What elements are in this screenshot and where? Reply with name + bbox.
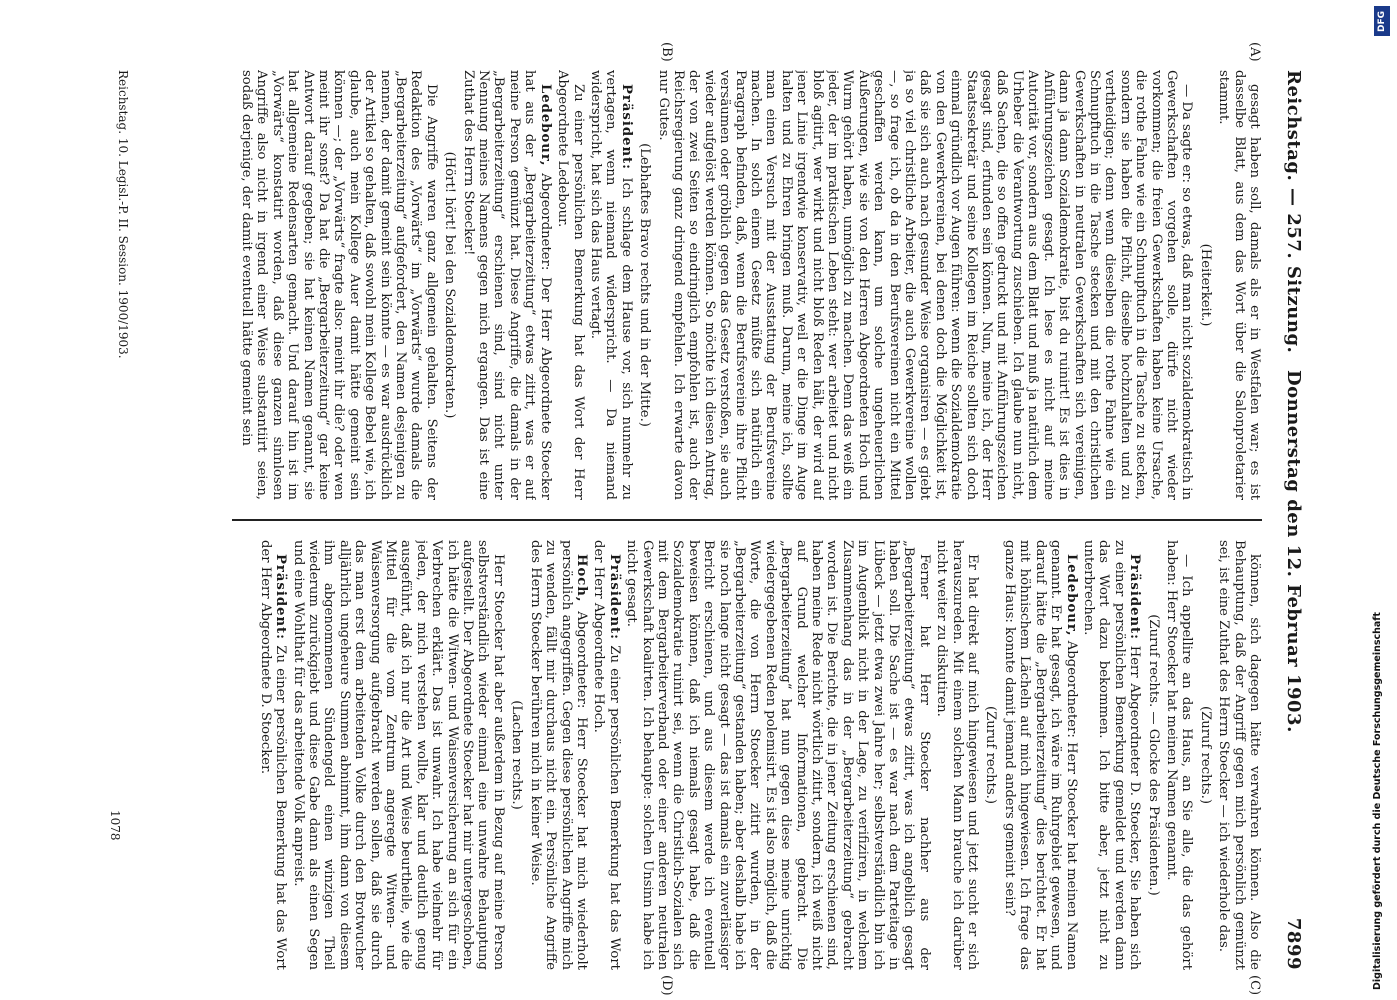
paragraph-text: (Zuruf rechts. — Glocke des Präsidenten.) (1145, 614, 1161, 896)
stage-direction (1197, 70, 1212, 500)
header-date: Donnerstag den 12. Februar 1903. (1283, 370, 1304, 733)
page-header (1270, 70, 1310, 970)
paragraph (1216, 70, 1262, 500)
paragraph-text: Zu einer persönlichen Bemerkung hat das Wort der Herr Abgeordnete Ledebour. (555, 70, 586, 500)
paragraph-text: — Ich appellire an das Haus, an Sie alle, die das gehört haben: Herr Stoecker hat meinen Namen genannt. (1163, 540, 1195, 970)
paragraph-text: Herr Stoecker hat aber außerdem in Bezug auf meine Person selbstverständlich wieder einmal eine unwahre Behauptung aufgestellt. Der Abgeordnete Stoecker hat mir untergeschoben, ich hätte die Witwen- und Waisenversicherung an sich für ein Verbrechen erklärt. Das ist unwahr. Ich habe vielmehr für jeden, der mich verstehen wollte, klar und deutlich genug ausgeführt, daß ich nur die Art und Weise beurtheile, wie die Mittel für die vom Zentrum angeregte Witwen- und Waisenversorgung aufgebracht werden sollen, daß sie durch das man erst dem arbeitenden Volke durch den Brotwucher alljährlich ungeheure Summen abnimmt, ihm dann von diesem ihm abgenommenen Sündengeld einen winzigen Theil wiederum zurückgiebt und diese Gabe dann als einen Segen und eine Wohlthat für das arbeitende Volk anpreist. (290, 540, 506, 970)
paragraph-text: können, sich dagegen hätte verwahren können. Also die Behauptung, daß der Angriff gegen mich persönlich gemünzt sei, ist eine Zuthat des Herrn Stoecker — ich wiederhole das. (1216, 540, 1262, 970)
margin-mark-d: (D) (659, 975, 674, 996)
paragraph-text: Die Angriffe waren ganz allgemein gehalten. Seitens der Redaktion des „Vorwärts“ im „Vorwärts“ wurde damals die „Bergarbeiterzeitung“ aufgefordert, den Namen desjenigen zu nennen, der damit gemeint sein könnte — es war ausdrücklich der Artikel so gehalten, daß sowohl mein Kollege Bebel wie, ich glaube, auch mein Kollege Auer damit hätte gemeint sein können —; der „Vorwärts“ fragte also: meint ihr die? oder wen meint ihr sonst? Da hat die „Bergarbeiterzeitung“ gar keine Antwort darauf gegeben; sie hat keinen Namen genannt, sie hat allgemeine Redensarten gemacht. Und darauf hin ist im „Vorwärts“ konstatirt worden, daß diese ganzen sinnlosen Angriffe also nicht in irgend einer Weise substantiirt seien, sodaß derjenige, der damit eventuell hätte gemeint sein (239, 70, 439, 500)
paragraph-text: Zu einer persönlichen Bemerkung hat das Wort der Herr Abgeordnete D. Stoecker. (257, 540, 289, 970)
paragraph (555, 70, 586, 500)
footer-session: Reichstag. 10. Legisl.-P. II. Session. 1900/1903. (116, 70, 130, 359)
paragraph-text: Abgeordneter: Herr Stoecker hat meinen Namen genannt. Er hat gesagt, ich wäre im Ruhrgebiet gewesen, und darauf hätte die „Bergarbeiterzeitung“ dies berichtet. Er hat mit höhnischem Lächeln auf mich hingewiesen. Ich frage das ganze Haus: konnte damit jemand anders gemeint sein? (1001, 540, 1079, 970)
paragraph (624, 540, 932, 970)
paragraph (239, 70, 439, 500)
page-number: 7899 (1283, 917, 1304, 970)
paragraph-text: Abgeordneter: Herr Stoecker hat mich wiederholt persönlich angegriffen. Gegen diese persönlichen Angriffe mich zu wenden, fällt mir durchaus nicht ein. Persönliche Angriffe des Herrn Stoecker berühren mich in keiner Weise. (527, 540, 589, 970)
paragraph (257, 540, 288, 970)
paragraph (527, 540, 589, 970)
speaker-name: Hoch, (573, 554, 589, 603)
stage-direction (509, 540, 524, 970)
footer-number: 1078 (108, 810, 122, 841)
paragraph (588, 70, 634, 500)
paragraph-text: (Zuruf rechts.) (983, 705, 999, 805)
paragraph-text: — Da sagte er: so etwas, daß man nicht sozialdemokratisch in Gewerkschaften vorgehen solle, dürfe nicht wieder vorkommen; die freien Gewerkschaften haben keine Ursache, die rothe Fahne wie ein Schnupftuch in die Tasche zu stecken, sondern sie haben die Pflicht, dieselbe hochzuhalten und zu vertheidigen; denn wenn dieselben die rothe Fahne wie ein Schnupftuch in die Tasche stecken und mit den christlichen Gewerkschaften in neutralen Gewerkschaften sich vereinigen, dann ja dann Sozialdemokratie, bist du ruinirt! Es ist dies in Anführungszeichen gesagt. Ich lese es nicht auf meine Autorität vor, sondern aus dem Blatt und muß ja natürlich dem Urheber die Verantwortung zuschieben. Ich glaube nun nicht, daß Sachen, die so offen gedruckt und mit Anführungszeichen gesagt sind, erfunden sein können. Nun, meine ich, der Herr Staatssekretär und seine Kollegen im Reiche sollten sich doch einmal gründlich vor Augen führen: wenn die Sozialdemokratie von den Gewerkvereinen, bei denen doch die Möglichkeit ist, daß sie sich auch nach gesunder Weise organisiren — es giebt ja so viel christliche Arbeiter, die auch Gewerkvereine wollen —, so frage ich, ob da in den Berufsvereinen nicht ein Mittel geschaffen werden kann, um solche ungeheuerlichen Äußerungen, wie sie von den Herren Abgeordneten Hoch und Wurm gehört haben, unmöglich zu machen. Denn das weiß ein jeder, der im praktischen Leben steht: wer arbeitet und nicht bloß agitirt, wer wirkt und nicht bloß Reden hält, der wird auf jener Linie irgendwie konservativ, weil er die Dinge im Auge halten und zu Ehren bringen muß. Darum, meine ich, sollte man einen Versuch mit der Ausstattung der Berufsvereine machen. In solch einem Gesetz müßte sich natürlich ein Paragraph befinden, daß, wenn die Berufsvereine ihre Pflicht versäumen oder gröblich gegen das Gesetz verstoßen, sie auch wieder aufgelöst werden können. So möchte ich diesen Antrag, der von zwei Seiten so eindringlich empfohlen ist, auch der Reichsregierung ganz dringend empfehlen. Ich erwarte davon nur Gutes. (655, 70, 1195, 500)
paragraph-text: (Hört! hört! bei den Sozialdemokraten.) (442, 151, 458, 419)
margin-mark-b: (B) (659, 42, 674, 62)
speaker-name: Präsident: (1127, 554, 1143, 641)
paragraph-text: Abgeordneter: Der Herr Abgeordnete Stoecker hat aus der „Bergarbeiterzeitung“ etwas zitirt, was er auf meine Person gemünzt hat. Diese Angriffe, die damals in der „Bergarbeiterzeitung“ erschienen sind, sind nicht unter Nennung meines Namens gegen mich ergangen. Das ist eine Zuthat des Herrn Stoecker! (460, 70, 553, 500)
margin-mark-a: (A) (1247, 42, 1262, 62)
paragraph-text: Ferner hat Herr Stoecker nachher aus der „Bergarbeiterzeitung“ etwas zitirt, was ich angeblich gesagt haben soll. Die Sache ist — es war nach dem Parteitage in Lübeck — jetzt etwa zwei Jahre her; selbstverständlich bin ich im Augenblick nicht in der Lage, zu verifiziren, in welchem Zusammenhang das in der „Bergarbeiterzeitung“ gebracht worden ist. Die Berichte, die in jener Zeitung erschienen sind, haben meine Rede nicht wörtlich zitirt, sondern, ich weiß nicht auf Grund welcher Informationen, gebracht. Die „Bergarbeiterzeitung“ hat nun gegen diese meine unrichtig wiedergegebenen Reden polemisirt. Es ist also möglich, daß die Worte, die von Herrn Stoecker zitirt wurden, in der „Bergarbeiterzeitung“ gestanden haben; aber deshalb habe ich sie noch lange nicht gesagt — das ist damals ein zuverlässiger Bericht erschienen, und aus diesem werde ich eventuell beweisen können, daß ich niemals gesagt habe, daß die Sozialdemokratie ruinirt sei, wenn die Christlich-Sozialen sich mit dem Bergarbeiterverband oder einer anderen neutralen Gewerkschaft koalirten. Ich behaupte: solchen Unsinn habe ich nicht gesagt. (624, 540, 932, 970)
paragraph (1216, 540, 1262, 970)
paragraph-text: gesagt haben soll, damals als er in Westfalen war; es ist dasselbe Blatt, aus dem das Wort über die Salonproletarier stammt. (1216, 70, 1262, 500)
stage-direction (442, 70, 457, 500)
header-left: Reichstag. — 257. Sitzung. (1283, 70, 1304, 354)
speaker-name: Präsident: (606, 554, 622, 641)
stage-direction (983, 540, 998, 970)
stage-direction (637, 70, 652, 500)
paragraph-text: Ich schlage dem Hause vor, sich nunmehr zu vertagen, wenn niemand widerspricht. — Da niemand widerspricht, hat sich das Haus vertagt. (587, 70, 634, 500)
paragraph-text: (Lebhaftes Bravo rechts und in der Mitte.) (637, 143, 653, 427)
text-column-right (162, 540, 1262, 970)
paragraph (290, 540, 506, 970)
paragraph-text: Er hat direkt auf mich hingewiesen und jetzt sucht er sich herauszureden. Mit einem solchen Mann brauche ich darüber nicht weiter zu diskutiren. (934, 540, 981, 970)
paragraph (1164, 540, 1195, 970)
paragraph-text: (Lachen rechts.) (509, 700, 525, 810)
paragraph-text: Herr Abgeordneter D. Stoecker, Sie haben sich zu einer persönlichen Bemerkung gemeldet und werden dann das Wort dazu bekommen. Ich bitte aber, jetzt nicht zu unterbrechen. (1080, 540, 1143, 970)
speaker-name: Präsident: (618, 84, 634, 171)
speaker-name: Ledebour, (1063, 554, 1079, 637)
paragraph (934, 540, 980, 970)
rotated-page (70, 42, 1310, 996)
speaker-name: Ledebour, (537, 84, 553, 167)
speaker-name: Präsident: (273, 554, 289, 641)
stage-direction (1145, 540, 1160, 970)
column-divider (232, 519, 1262, 521)
dfg-logo: DFG (1374, 6, 1390, 36)
paragraph (1081, 540, 1143, 970)
paragraph-text: (Zuruf rechts.) (1197, 705, 1213, 805)
paragraph-text: Zu einer persönlichen Bemerkung hat das Wort der Herr Abgeordnete Hoch. (591, 540, 622, 970)
dfg-watermark-text: Digitalisierung gefördert durch die Deutsche Forschungsgemeinschaft (1372, 612, 1383, 990)
stage-direction (1197, 540, 1212, 970)
paragraph (460, 70, 552, 500)
paragraph (655, 70, 1194, 500)
margin-mark-c: (C) (1247, 975, 1262, 996)
paragraph-text: (Heiterkeit.) (1197, 243, 1213, 327)
text-column-left (137, 70, 1262, 500)
paragraph (591, 540, 622, 970)
paragraph (1002, 540, 1079, 970)
